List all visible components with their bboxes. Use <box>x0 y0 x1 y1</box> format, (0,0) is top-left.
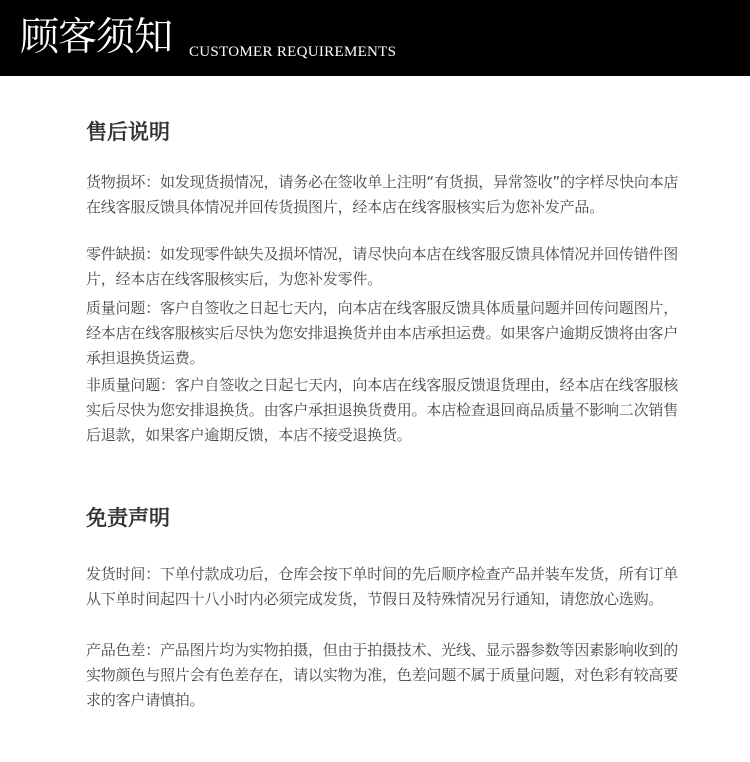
header-title-cn: 顾客须知 <box>20 15 173 60</box>
paragraph-goods-damage: 货物损坏：如发现货损情况，请务必在签收单上注明“有货损，异常签收”的字样尽快向本店在线客服反馈具体情况并回传货损图片，经本店在线客服核实后为您补发产品。 <box>86 173 679 216</box>
paragraph-parts-missing: 零件缺损：如发现零件缺失及损坏情况，请尽快向本店在线客服反馈具体情况并回传错件图片，经本店在线客服核实后，为您补发零件。 <box>86 245 679 288</box>
header-title-en: CUSTOMER REQUIREMENTS <box>189 44 397 60</box>
paragraph-quality-issue: 质量问题：客户自签收之日起七天内，向本店在线客服反馈具体质量问题并回传问题图片，经本店在线客服核实后尽快为您安排退换货并由本店承担运费。如果客户逾期反馈将由客户承担退换货运费。 <box>86 299 679 367</box>
header-banner <box>0 0 750 76</box>
paragraph-color-difference: 产品色差：产品图片均为实物拍摄，但由于拍摄技术、光线、显示器参数等因素影响收到的实物颜色与照片会有色差存在，请以实物为准，色差问题不属于质量问题，对色彩有较高要求的客户请慎拍。 <box>86 641 679 709</box>
paragraph-shipping-time: 发货时间：下单付款成功后，仓库会按下单时间的先后顺序检查产品并装车发货，所有订单从下单时间起四十八小时内必须完成发货，节假日及特殊情况另行通知，请您放心选购。 <box>86 565 679 608</box>
section-title-disclaimer: 免责声明 <box>86 506 170 530</box>
paragraph-non-quality-issue: 非质量问题：客户自签收之日起七天内，向本店在线客服反馈退货理由，经本店在线客服核实后尽快为您安排退换货。由客户承担退换货费用。本店检查退回商品质量不影响二次销售后退款，如果客户逾期反馈，本店不接受退换货。 <box>86 376 679 444</box>
section-title-after-sales: 售后说明 <box>86 120 170 144</box>
